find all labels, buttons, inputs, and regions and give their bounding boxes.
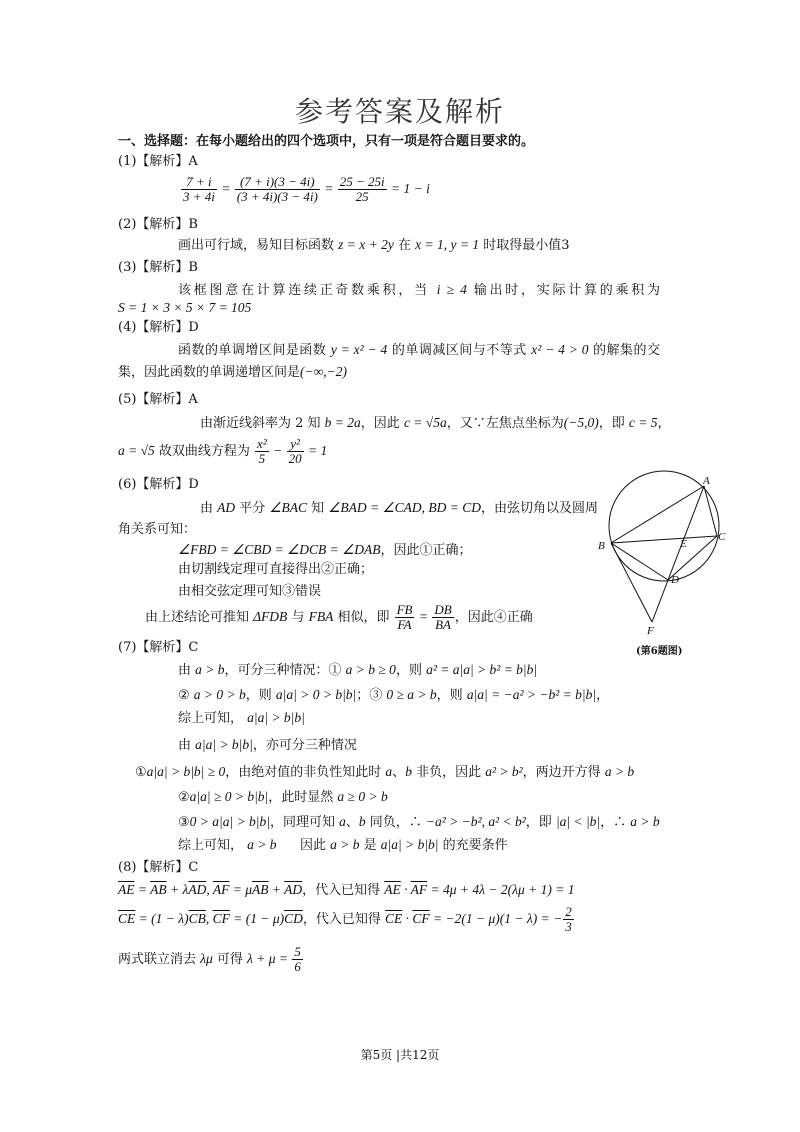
text-run: 由上述结论可推知 bbox=[145, 610, 254, 625]
fraction-numerator: y² bbox=[287, 437, 304, 452]
math-run: = 4μ + 4λ − 2(λμ + 1) = 1 bbox=[427, 882, 575, 897]
text-run: ，即 bbox=[525, 815, 556, 830]
fraction-numerator: (7 + i)(3 − 4i) bbox=[235, 175, 320, 190]
text-run: 与 bbox=[287, 610, 309, 625]
text-run: ， bbox=[657, 416, 671, 431]
q6-line-6 bbox=[145, 603, 533, 632]
q6-line-5 bbox=[178, 583, 321, 601]
label-c: C bbox=[718, 531, 726, 543]
math-run: = 1 bbox=[304, 443, 328, 458]
math-run: = bbox=[415, 609, 432, 624]
segment-af bbox=[652, 486, 704, 622]
q6-line-2 bbox=[118, 521, 196, 539]
math-run: (−5,0) bbox=[563, 415, 599, 430]
math-run: a|a| ≥ 0 > b|b| bbox=[189, 789, 269, 804]
q3-line-1 bbox=[178, 281, 660, 300]
q8-line-3 bbox=[118, 945, 304, 974]
q7-header: (7)【解析】C bbox=[118, 640, 199, 655]
text-run: 故双曲线方程为 bbox=[154, 444, 255, 459]
fraction bbox=[287, 437, 304, 466]
vector-symbol: $\overline{AD}$ bbox=[284, 882, 303, 897]
q8-header: (8)【解析】C bbox=[118, 860, 199, 875]
text-run: 因此 bbox=[300, 838, 331, 853]
math-run: + λ bbox=[166, 882, 189, 897]
math-run: , bbox=[205, 911, 213, 926]
text-run: 、 bbox=[345, 815, 359, 830]
fraction-denominator: FA bbox=[397, 617, 412, 632]
text-run: 由 bbox=[178, 663, 196, 678]
q7-line-8 bbox=[178, 836, 277, 855]
fraction bbox=[235, 175, 320, 204]
math-run: a|a| > b|b| bbox=[195, 737, 253, 752]
fraction bbox=[432, 603, 453, 632]
text-run: 在 bbox=[393, 238, 416, 253]
vector-symbol: $\overline{CB}$ bbox=[188, 911, 206, 926]
segment-bc bbox=[611, 536, 717, 543]
text-run: 由切割线定理可直接得出②正确； bbox=[178, 562, 374, 577]
circle-geometry-figure bbox=[595, 462, 735, 642]
math-run: a|a| > b|b| ≥ 0 bbox=[146, 764, 226, 779]
fraction-numerator: 25 − 25i bbox=[339, 174, 385, 189]
math-run: = bbox=[217, 181, 234, 196]
text-run: ，则 bbox=[436, 688, 467, 703]
text-run: ② bbox=[178, 790, 190, 805]
math-run: −a² > −b², a² < b² bbox=[425, 814, 526, 829]
fraction bbox=[181, 175, 217, 204]
text-run: 同负，∴ bbox=[365, 815, 426, 830]
page-number-footer: 第5页 |共12页 bbox=[360, 1048, 440, 1062]
vector-symbol: $\overline{CE}$ bbox=[118, 911, 136, 926]
text-run: ，由绝对值的非负性知此时 bbox=[225, 765, 386, 780]
q7-line-2 bbox=[178, 686, 609, 705]
math-run: a² = a|a| > b² = b|b| bbox=[426, 662, 538, 677]
q4-line-2 bbox=[118, 363, 347, 382]
math-run: a > b bbox=[330, 837, 360, 852]
math-run: λμ bbox=[200, 951, 213, 966]
math-run: a ≥ 0 > b bbox=[337, 789, 388, 804]
q7-line-5 bbox=[135, 763, 634, 782]
text-run: 由渐近线斜率为 2 知 bbox=[200, 416, 325, 431]
q7-line-4 bbox=[178, 736, 357, 755]
label-e: E bbox=[680, 538, 687, 550]
math-run: = bbox=[134, 882, 151, 897]
text-run: 集，因此函数的单调递增区间是 bbox=[118, 365, 301, 380]
math-run: b bbox=[358, 814, 366, 829]
text-run: ，亦可分三种情况 bbox=[252, 738, 357, 753]
math-run: = (1 − λ) bbox=[135, 911, 189, 926]
fraction-denominator: 6 bbox=[294, 959, 301, 974]
math-run: a > b bbox=[604, 764, 635, 779]
q8-line-2 bbox=[118, 905, 575, 934]
fraction-denominator: (3 + 4i)(3 − 4i) bbox=[236, 189, 318, 204]
text-run: ，因此④正确 bbox=[454, 610, 533, 625]
segment-bd bbox=[611, 543, 668, 580]
math-run: a|a| > 0 > b|b| bbox=[275, 687, 357, 702]
vector-symbol: $\overline{CF}$ bbox=[212, 911, 230, 926]
fraction-denominator: 3 + 4i bbox=[183, 189, 215, 204]
math-run: a|a| > b|b| bbox=[247, 710, 305, 725]
text-run: ，因此①正确； bbox=[380, 543, 472, 558]
text-run: ，因此 bbox=[360, 416, 404, 431]
text-run: ， bbox=[596, 688, 610, 703]
math-run: a|a| = −a² > −b² = b|b| bbox=[466, 687, 597, 702]
q7-line-7 bbox=[178, 813, 660, 832]
math-run: y = x² − 4 bbox=[330, 342, 388, 357]
math-run: x² − 4 > 0 bbox=[531, 342, 589, 357]
math-run: − bbox=[269, 443, 286, 458]
label-f: F bbox=[647, 625, 654, 637]
math-run: a bbox=[385, 764, 393, 779]
text-run: 综上可知， bbox=[178, 711, 248, 726]
q1-line-1 bbox=[180, 175, 430, 204]
q3-line-2 bbox=[118, 299, 251, 318]
text-run: ② bbox=[178, 688, 194, 703]
math-run: a > b bbox=[247, 837, 277, 852]
section-heading: 一、选择题：在每小题给出的四个选项中，只有一项是符合题目要求的。 bbox=[118, 134, 535, 149]
segment-ac bbox=[704, 486, 717, 536]
math-run: = (1 − μ) bbox=[229, 911, 285, 926]
math-run: 0 ≥ a > b bbox=[386, 687, 437, 702]
math-run: x = 1, y = 1 bbox=[415, 237, 480, 252]
q5-line-2 bbox=[118, 437, 327, 466]
fraction-denominator: BA bbox=[435, 617, 451, 632]
math-run: a|a| > b|b| bbox=[380, 837, 439, 852]
math-run: + bbox=[268, 882, 285, 897]
math-run: c = 5 bbox=[628, 415, 658, 430]
math-run: = bbox=[320, 181, 337, 196]
fraction-denominator: 25 bbox=[355, 189, 369, 204]
vector-symbol: $\overline{AE}$ bbox=[384, 882, 401, 897]
fraction-denominator: 20 bbox=[288, 451, 302, 466]
text-run: 综上可知， bbox=[178, 838, 248, 853]
math-run: z = x + 2y bbox=[338, 237, 394, 252]
math-run: c = √5a bbox=[403, 415, 447, 430]
text-run: ，又∵左焦点坐标为 bbox=[446, 416, 564, 431]
segment-ab bbox=[611, 486, 704, 543]
fraction-numerator: FB bbox=[396, 602, 413, 617]
fraction-numerator: DB bbox=[434, 602, 452, 617]
text-run: 时取得最小值3 bbox=[479, 238, 570, 253]
vector-symbol: $\overline{AF}$ bbox=[212, 882, 230, 897]
q6-line-4 bbox=[178, 561, 373, 579]
text-run: ，代入已知得 bbox=[302, 912, 386, 927]
math-run: FBA bbox=[308, 609, 334, 624]
text-run: ，则 bbox=[395, 663, 427, 678]
math-run: = −2(1 − μ)(1 − λ) = − bbox=[429, 911, 563, 926]
math-run: |a| < |b| bbox=[555, 814, 601, 829]
math-run: a bbox=[339, 814, 346, 829]
text-run: 平分 bbox=[235, 501, 270, 516]
text-run: ① bbox=[135, 765, 147, 780]
fraction-denominator: 5 bbox=[258, 451, 266, 466]
math-run: ΔFDB bbox=[253, 609, 288, 624]
fraction-numerator: x² bbox=[257, 436, 267, 451]
math-run: ∠FBD = ∠CBD = ∠DCB = ∠DAB bbox=[178, 542, 381, 557]
label-d: D bbox=[671, 574, 679, 586]
math-run: = 1 − i bbox=[387, 181, 430, 196]
text-run: ③ bbox=[178, 815, 190, 830]
text-run: 该框图意在计算连续正奇数乘积，当 bbox=[178, 283, 437, 298]
q7-line-6 bbox=[178, 788, 388, 807]
q8-line-1 bbox=[118, 881, 574, 900]
math-run: a > 0 > b bbox=[193, 687, 246, 702]
vector-symbol: $\overline{AB}$ bbox=[150, 882, 167, 897]
fraction bbox=[338, 175, 387, 204]
math-run: ∠BAC bbox=[269, 500, 308, 515]
q6-line-3 bbox=[178, 541, 472, 560]
math-run: b bbox=[405, 764, 412, 779]
q6-header: (6)【解析】D bbox=[118, 477, 199, 492]
text-run: 输出时，实际计算的乘积为 bbox=[466, 283, 660, 298]
q2-header: (2)【解析】B bbox=[118, 217, 198, 232]
fraction-denominator: 3 bbox=[565, 919, 572, 934]
text-run: 的解集的交 bbox=[588, 343, 660, 358]
math-run: a > b bbox=[630, 814, 660, 829]
text-run: 的单调减区间与不等式 bbox=[387, 343, 532, 358]
q1-header: (1)【解析】A bbox=[118, 154, 198, 169]
q5-line-1 bbox=[200, 414, 671, 433]
fraction bbox=[395, 603, 415, 632]
math-run: · bbox=[400, 882, 411, 897]
math-run: a² > b² bbox=[485, 764, 523, 779]
text-run: 角关系可知： bbox=[118, 522, 197, 537]
text-run: ，两边开方得 bbox=[522, 765, 605, 780]
math-run: a = √5 bbox=[118, 443, 155, 458]
segment-bf bbox=[611, 543, 652, 622]
text-run: ，则 bbox=[245, 688, 276, 703]
q2-line-1 bbox=[178, 236, 570, 255]
text-run: ，即 bbox=[598, 416, 629, 431]
text-run: 是 bbox=[359, 838, 381, 853]
text-run: 由 bbox=[178, 738, 196, 753]
fraction bbox=[563, 905, 574, 934]
vector-symbol: $\overline{CE}$ bbox=[385, 911, 403, 926]
text-run: 、 bbox=[392, 765, 406, 780]
fraction-numerator: 7 + i bbox=[181, 175, 217, 190]
text-run: ，∴ bbox=[600, 815, 631, 830]
vector-symbol: $\overline{CD}$ bbox=[284, 911, 303, 926]
math-run: a > b ≥ 0 bbox=[345, 662, 396, 677]
text-run: 由 bbox=[200, 501, 218, 516]
fraction bbox=[292, 945, 303, 974]
text-run: ，同理可知 bbox=[269, 815, 340, 830]
text-run: ；③ bbox=[356, 688, 387, 703]
math-run: a > b bbox=[195, 662, 225, 677]
math-run: · bbox=[402, 911, 413, 926]
math-run: b = 2a bbox=[324, 415, 361, 430]
math-run: λ + μ = bbox=[247, 951, 292, 966]
vector-symbol: $\overline{CF}$ bbox=[412, 911, 430, 926]
math-run: (−∞,−2) bbox=[300, 364, 347, 379]
fraction bbox=[255, 437, 269, 466]
page-title: 参考答案及解析 bbox=[294, 95, 505, 128]
math-run: AD bbox=[217, 500, 236, 515]
text-run: ，代入已知得 bbox=[302, 883, 385, 898]
q3-header: (3)【解析】B bbox=[118, 260, 198, 275]
fraction-numerator: 5 bbox=[294, 944, 301, 959]
text-run: ，此时显然 bbox=[268, 790, 338, 805]
q7-line-3 bbox=[178, 709, 305, 728]
text-run: 可得 bbox=[212, 952, 248, 967]
text-run: 两式联立消去 bbox=[118, 952, 201, 967]
q4-line-1 bbox=[178, 341, 660, 360]
figure-caption: (第6题图) bbox=[636, 646, 683, 657]
text-run: 由相交弦定理可知③错误 bbox=[178, 584, 322, 599]
text-run: ，由弦切角以及圆周 bbox=[480, 501, 598, 516]
math-run: S = 1 × 3 × 5 × 7 = 105 bbox=[118, 300, 252, 315]
text-run: 画出可行域，易知目标函数 bbox=[178, 238, 339, 253]
label-a: A bbox=[703, 475, 710, 487]
vector-symbol: $\overline{AE}$ bbox=[118, 882, 135, 897]
label-b: B bbox=[598, 540, 605, 552]
text-run: ，可分三种情况：① bbox=[224, 663, 346, 678]
q7-line-9 bbox=[300, 836, 508, 855]
q7-line-1 bbox=[178, 661, 537, 680]
math-run: i ≥ 4 bbox=[436, 282, 467, 297]
text-run: 知 bbox=[307, 501, 329, 516]
math-run: , bbox=[206, 882, 213, 897]
vector-symbol: $\overline{AD}$ bbox=[188, 882, 207, 897]
text-run: 的充要条件 bbox=[438, 838, 508, 853]
vector-symbol: $\overline{AB}$ bbox=[252, 882, 269, 897]
math-run: = μ bbox=[229, 882, 252, 897]
text-run: 函数的单调增区间是函数 bbox=[178, 343, 331, 358]
math-run: ∠BAD = ∠CAD, BD = CD bbox=[328, 500, 481, 515]
fraction-numerator: 2 bbox=[565, 904, 572, 919]
q4-header: (4)【解析】D bbox=[118, 320, 199, 335]
text-run: 非负，因此 bbox=[411, 765, 486, 780]
math-run: 0 > a|a| > b|b| bbox=[189, 814, 270, 829]
q5-header: (5)【解析】A bbox=[118, 392, 198, 407]
vector-symbol: $\overline{AF}$ bbox=[410, 882, 428, 897]
q6-line-1 bbox=[200, 499, 598, 518]
text-run: 相似，即 bbox=[333, 610, 394, 625]
